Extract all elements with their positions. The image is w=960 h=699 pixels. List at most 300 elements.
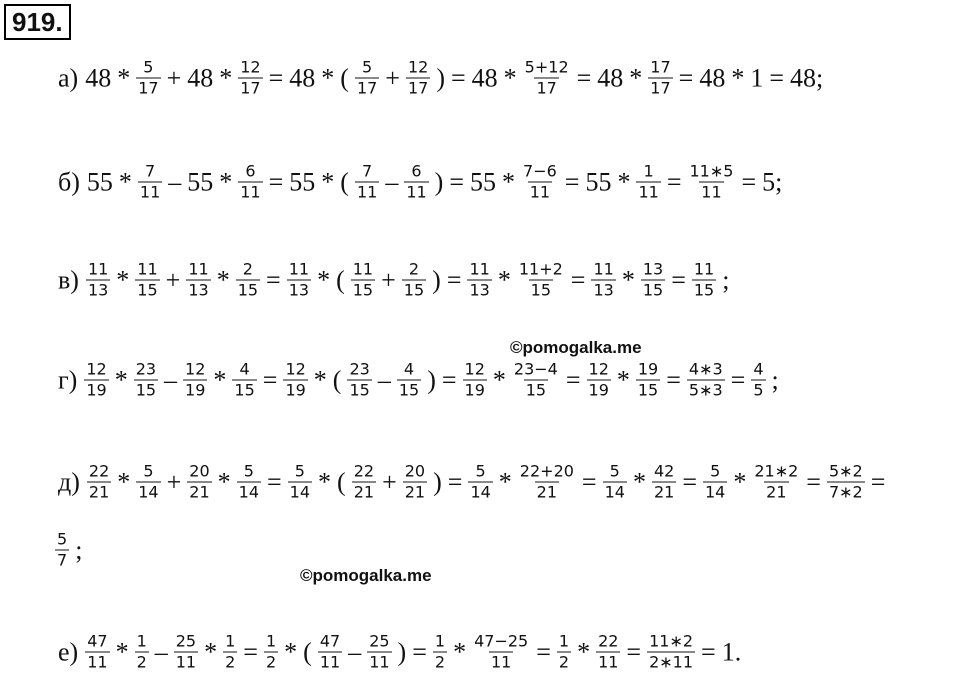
denominator: 21	[653, 482, 675, 502]
numerator: 1	[136, 631, 147, 651]
math-token: =	[268, 63, 284, 92]
math-token: *	[502, 167, 516, 196]
denominator: 2	[136, 652, 147, 672]
fraction	[636, 161, 660, 202]
watermark: ©pomogalka.me	[510, 338, 642, 357]
fraction	[187, 461, 211, 502]
fraction	[468, 461, 492, 502]
denominator: 2	[225, 652, 236, 672]
math-token: *	[219, 63, 233, 92]
math-token: =	[671, 265, 686, 294]
math-token: *	[616, 365, 630, 394]
denominator: 21	[353, 482, 375, 502]
fraction	[86, 259, 110, 300]
math-token: =	[441, 365, 457, 394]
math-token: 48;	[790, 63, 824, 92]
math-token: *	[731, 63, 745, 92]
math-token: =	[536, 637, 551, 666]
numerator: 20	[189, 461, 210, 481]
math-token: =	[701, 637, 716, 666]
numerator: 5	[143, 461, 154, 481]
denominator: 14	[470, 482, 491, 502]
math-token: =	[564, 167, 580, 196]
numerator: 23	[349, 359, 370, 379]
fraction	[55, 529, 69, 570]
math-token: –	[168, 167, 182, 196]
denominator: 14	[289, 482, 311, 502]
math-token: *	[621, 265, 635, 294]
fraction	[647, 631, 695, 672]
numerator: 2	[242, 259, 253, 279]
numerator: 4	[239, 359, 250, 379]
denominator: 11	[406, 182, 427, 202]
denominator: 21	[404, 482, 426, 502]
denominator: 15	[398, 380, 420, 400]
fraction	[692, 259, 716, 300]
numerator: 5	[362, 57, 373, 77]
denominator: 13	[188, 280, 209, 300]
math-token: =	[268, 167, 284, 196]
denominator: 11	[319, 652, 341, 672]
item-label: а)	[58, 63, 79, 92]
numerator: 12	[407, 57, 429, 77]
denominator: 11	[490, 652, 512, 672]
equation-line	[58, 461, 888, 502]
math-token: *	[313, 365, 327, 394]
fraction	[518, 461, 576, 502]
fraction	[603, 461, 627, 502]
numerator: 22	[598, 631, 619, 651]
fraction	[433, 631, 447, 672]
fraction	[237, 461, 261, 502]
denominator: 14	[704, 482, 726, 502]
math-token: ;	[771, 365, 779, 394]
math-token: )	[397, 637, 407, 666]
fraction	[355, 57, 379, 98]
math-token: *	[492, 365, 506, 394]
fraction	[652, 461, 676, 502]
denominator: 17	[240, 78, 261, 98]
math-token: 55	[470, 167, 497, 196]
numerator: 42	[653, 461, 675, 481]
denominator: 17	[356, 78, 378, 98]
math-token: 48	[597, 63, 624, 92]
math-token: *	[318, 467, 332, 496]
numerator: 11+2	[518, 259, 563, 279]
math-token: =	[581, 467, 597, 496]
fraction	[183, 359, 207, 400]
math-token: =	[678, 63, 694, 92]
fraction	[232, 359, 256, 400]
math-token: =	[451, 63, 466, 92]
denominator: 15	[530, 280, 551, 300]
denominator: 13	[469, 280, 490, 300]
numerator: 7−6	[523, 161, 557, 181]
math-token: ;	[75, 535, 83, 564]
denominator: 21	[766, 482, 787, 502]
math-token: 48	[85, 63, 112, 92]
numerator: 5	[143, 57, 154, 77]
math-token: (	[340, 63, 349, 92]
denominator: 15	[403, 280, 425, 300]
denominator: 11	[240, 182, 261, 202]
denominator: 11	[87, 652, 108, 672]
math-token: +	[381, 265, 396, 294]
numerator: 2	[408, 259, 420, 279]
numerator: 5	[294, 461, 305, 481]
numerator: 12	[588, 359, 609, 379]
numerator: 6	[245, 161, 256, 181]
math-token: *	[453, 637, 467, 666]
numerator: 6	[411, 161, 422, 181]
item-label: б)	[58, 167, 80, 196]
numerator: 11	[188, 259, 209, 279]
numerator: 5+12	[524, 57, 569, 77]
math-token: =	[870, 467, 886, 496]
math-token: =	[243, 637, 258, 666]
fraction	[283, 359, 307, 400]
denominator: 7∗2	[828, 482, 863, 502]
math-token: (	[336, 265, 345, 294]
math-token: +	[382, 467, 397, 496]
math-token: *	[321, 167, 335, 196]
denominator: 15	[237, 280, 259, 300]
numerator: 11	[137, 259, 158, 279]
fraction	[288, 461, 312, 502]
fraction	[136, 461, 160, 502]
fraction	[648, 57, 672, 98]
numerator: 11	[693, 259, 715, 279]
numerator: 5∗2	[828, 461, 863, 481]
math-token: 48	[471, 63, 498, 92]
fraction	[367, 631, 391, 672]
equation-line	[52, 529, 85, 570]
fraction	[636, 359, 660, 400]
numerator: 12	[240, 57, 261, 77]
math-token: =	[682, 467, 697, 496]
equation-line	[58, 57, 826, 98]
numerator: 4	[403, 359, 415, 379]
numerator: 5	[57, 529, 68, 549]
watermark: ©pomogalka.me	[300, 566, 432, 585]
math-token: =	[570, 265, 586, 294]
math-token: *	[321, 63, 335, 92]
fraction	[84, 359, 108, 400]
numerator: 25	[369, 631, 390, 651]
math-token: =	[730, 365, 746, 394]
denominator: 17	[407, 78, 429, 98]
fraction	[238, 57, 262, 98]
math-token: =	[565, 365, 581, 394]
numerator: 17	[650, 57, 671, 77]
numerator: 11∗5	[689, 161, 734, 181]
math-token: *	[204, 637, 218, 666]
math-token: ;	[722, 265, 730, 294]
math-token: *	[284, 637, 298, 666]
numerator: 1	[558, 631, 570, 651]
math-token: =	[446, 265, 462, 294]
fraction	[87, 461, 111, 502]
numerator: 1	[225, 631, 236, 651]
math-token: *	[497, 265, 511, 294]
exercise-number: 919.	[4, 4, 71, 40]
math-token: –	[164, 365, 178, 394]
denominator: 11	[356, 182, 378, 202]
denominator: 19	[464, 380, 485, 400]
denominator: 21	[536, 482, 558, 502]
fraction	[687, 359, 725, 400]
numerator: 23	[135, 359, 157, 379]
numerator: 19	[637, 359, 659, 379]
math-token: =	[769, 63, 784, 92]
numerator: 23−4	[513, 359, 558, 379]
math-token: *	[114, 365, 128, 394]
numerator: 47	[319, 631, 341, 651]
numerator: 12	[285, 359, 306, 379]
denominator: 14	[604, 482, 625, 502]
denominator: 13	[288, 280, 310, 300]
denominator: 15	[352, 280, 374, 300]
fraction	[467, 259, 491, 300]
math-token: =	[412, 637, 427, 666]
numerator: 5	[609, 461, 620, 481]
numerator: 20	[404, 461, 426, 481]
equation-line	[58, 259, 732, 300]
fraction	[287, 259, 311, 300]
denominator: 21	[88, 482, 110, 502]
fraction	[352, 461, 376, 502]
denominator: 19	[285, 380, 306, 400]
math-token: *	[632, 467, 646, 496]
denominator: 15	[135, 380, 157, 400]
math-token: *	[629, 63, 643, 92]
math-token: 55	[187, 167, 214, 196]
denominator: 2	[558, 652, 570, 672]
fraction	[236, 259, 260, 300]
denominator: 15	[637, 380, 659, 400]
denominator: 15	[234, 380, 255, 400]
math-token: *	[577, 637, 591, 666]
math-token: *	[733, 467, 747, 496]
fraction	[223, 631, 237, 672]
math-token: *	[617, 167, 631, 196]
fraction	[587, 359, 611, 400]
denominator: 15	[137, 280, 158, 300]
denominator: 14	[138, 482, 159, 502]
numerator: 12	[185, 359, 206, 379]
math-token: *	[503, 63, 517, 92]
math-token: 48	[289, 63, 316, 92]
item-label: в)	[58, 265, 79, 294]
denominator: 11	[175, 652, 197, 672]
numerator: 11	[593, 259, 614, 279]
numerator: 7	[362, 161, 373, 181]
numerator: 25	[175, 631, 197, 651]
numerator: 11	[288, 259, 310, 279]
numerator: 12	[86, 359, 107, 379]
denominator: 21	[189, 482, 210, 502]
fraction	[85, 631, 109, 672]
fraction	[751, 359, 765, 400]
numerator: 7	[144, 161, 156, 181]
fraction	[238, 161, 262, 202]
fraction	[355, 161, 379, 202]
item-label: г)	[58, 365, 78, 394]
math-token: =	[666, 365, 681, 394]
numerator: 4∗3	[688, 359, 723, 379]
math-token: )	[434, 167, 444, 196]
fraction	[641, 259, 665, 300]
math-token: 55	[86, 167, 113, 196]
numerator: 11	[469, 259, 490, 279]
fraction	[512, 359, 560, 400]
math-token: =	[626, 637, 642, 666]
math-token: (	[332, 365, 342, 394]
math-token: *	[118, 167, 132, 196]
denominator: 19	[588, 380, 609, 400]
denominator: 15	[525, 380, 547, 400]
math-token: =	[266, 265, 281, 294]
fraction	[591, 259, 615, 300]
denominator: 17	[650, 78, 671, 98]
numerator: 5	[243, 461, 254, 481]
denominator: 13	[87, 280, 109, 300]
denominator: 11	[369, 652, 390, 672]
math-token: *	[115, 637, 129, 666]
denominator: 11	[529, 182, 551, 202]
math-token: =	[267, 467, 282, 496]
denominator: 15	[642, 280, 664, 300]
fraction	[472, 631, 530, 672]
denominator: 19	[185, 380, 206, 400]
fraction	[134, 359, 158, 400]
denominator: 5∗3	[688, 380, 723, 400]
fraction	[523, 57, 571, 98]
math-token: –	[377, 365, 391, 394]
numerator: 11	[87, 259, 109, 279]
numerator: 12	[464, 359, 485, 379]
math-token: )	[427, 365, 436, 394]
denominator: 15	[693, 280, 715, 300]
fraction	[138, 161, 162, 202]
numerator: 11	[352, 259, 374, 279]
numerator: 1	[643, 161, 654, 181]
math-token: –	[154, 637, 168, 666]
denominator: 2	[265, 652, 277, 672]
fraction	[752, 461, 800, 502]
math-token: +	[165, 265, 181, 294]
math-token: 5;	[762, 167, 783, 196]
denominator: 2	[434, 652, 446, 672]
math-token: *	[116, 265, 130, 294]
numerator: 5	[710, 461, 721, 481]
numerator: 47	[87, 631, 108, 651]
fraction	[136, 57, 160, 98]
fraction	[351, 259, 375, 300]
fraction	[347, 359, 371, 400]
math-token: )	[433, 467, 442, 496]
numerator: 1	[265, 631, 277, 651]
item-label: е)	[58, 637, 79, 666]
numerator: 21∗2	[754, 461, 799, 481]
numerator: 47−25	[474, 631, 529, 651]
equation-line	[58, 359, 782, 400]
numerator: 22	[353, 461, 375, 481]
denominator: 19	[86, 380, 107, 400]
fraction	[135, 631, 149, 672]
item-label: д)	[58, 467, 80, 496]
math-token: )	[432, 265, 441, 294]
fraction	[402, 259, 426, 300]
fraction	[557, 631, 571, 672]
math-token: (	[337, 467, 346, 496]
math-token: *	[117, 467, 131, 496]
math-token: =	[666, 167, 682, 196]
fraction	[517, 259, 565, 300]
math-token: =	[741, 167, 757, 196]
math-token: 48	[187, 63, 214, 92]
math-token: =	[262, 365, 278, 394]
fraction	[264, 631, 278, 672]
math-token: *	[219, 167, 233, 196]
denominator: 15	[349, 380, 370, 400]
math-token: +	[166, 63, 182, 92]
math-token: *	[117, 63, 131, 92]
fraction	[703, 461, 727, 502]
math-token: 1.	[721, 637, 742, 666]
fraction	[687, 161, 735, 202]
math-token: *	[317, 265, 331, 294]
math-token: *	[216, 265, 230, 294]
numerator: 22+20	[519, 461, 574, 481]
equation-line	[58, 631, 744, 672]
numerator: 13	[642, 259, 664, 279]
numerator: 4	[753, 359, 764, 379]
math-token: –	[348, 637, 362, 666]
math-token: –	[385, 167, 399, 196]
numerator: 11∗2	[649, 631, 694, 651]
numerator: 22	[88, 461, 110, 481]
denominator: 11	[701, 182, 722, 202]
math-token: 1	[750, 63, 764, 92]
fraction	[174, 631, 198, 672]
math-token: *	[213, 365, 227, 394]
denominator: 17	[138, 78, 159, 98]
fraction	[827, 461, 865, 502]
fraction	[135, 259, 159, 300]
denominator: 13	[593, 280, 614, 300]
fraction	[596, 631, 620, 672]
fraction	[186, 259, 210, 300]
math-token: =	[449, 167, 465, 196]
denominator: 5	[753, 380, 764, 400]
denominator: 17	[536, 78, 557, 98]
numerator: 5	[475, 461, 486, 481]
math-token: =	[447, 467, 463, 496]
math-token: )	[436, 63, 445, 92]
math-token: 55	[585, 167, 612, 196]
math-token: *	[498, 467, 512, 496]
fraction	[521, 161, 559, 202]
math-token: (	[303, 637, 312, 666]
fraction	[404, 161, 428, 202]
math-token: 55	[289, 167, 316, 196]
numerator: 1	[434, 631, 446, 651]
math-token: +	[166, 467, 182, 496]
math-token: +	[385, 63, 400, 92]
denominator: 14	[238, 482, 259, 502]
fraction	[463, 359, 487, 400]
